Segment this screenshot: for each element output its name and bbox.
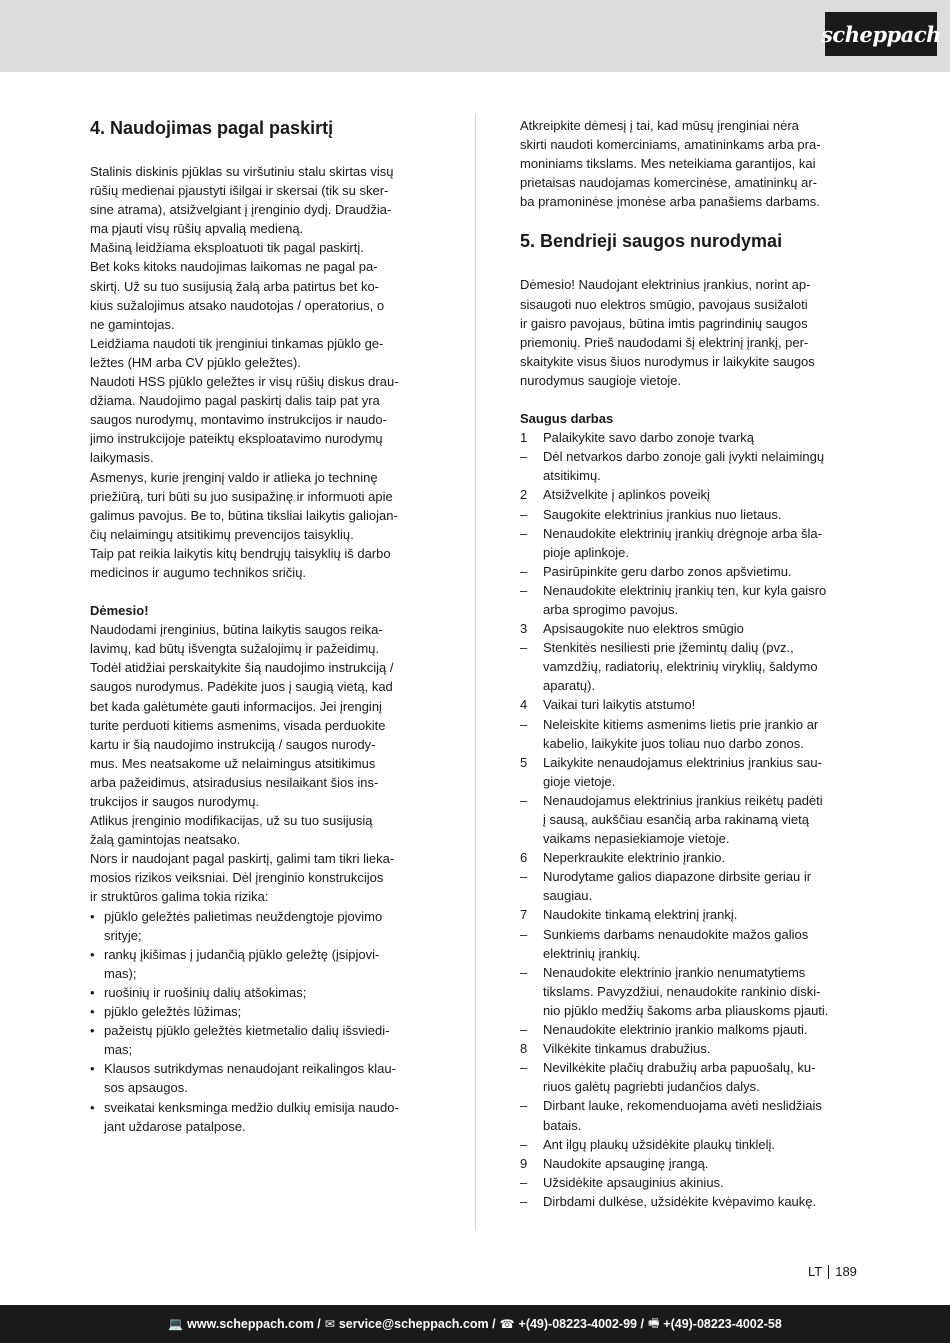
list-item [520, 619, 860, 638]
left-column [90, 116, 430, 1136]
list-item-text: Apsisaugokite nuo elektros smūgio [543, 621, 744, 637]
text-line: ir struktūros galima tokia rizika: [90, 889, 269, 905]
attention-label: Dėmesio! [90, 603, 149, 619]
list-item-text: Pasirūpinkite geru darbo zonos apšvietimu. [543, 563, 792, 579]
list-marker: – [520, 506, 528, 522]
list-item-text: Palaikykite savo darbo zonoje tvarką [543, 430, 755, 446]
right-column [520, 116, 860, 1211]
list-marker: – [520, 1193, 528, 1209]
list-item-text: Nevilkėkite plačių drabužių arba papuošalų, ku- riuos galėtų pagriebti judančios dalys. [543, 1060, 816, 1095]
bullet-icon: • [90, 1004, 95, 1020]
list-item [520, 695, 860, 714]
fax-icon: 🖷 [647, 1315, 660, 1330]
text-line: turite perduoti kitiems asmenims, visada perduokite [90, 717, 386, 733]
list-item-text: pjūklo geležtės lūžimas; [104, 1004, 242, 1020]
list-marker: 8 [520, 1041, 528, 1057]
list-marker: – [520, 926, 528, 942]
list-marker: – [520, 525, 528, 541]
list-item [520, 791, 860, 848]
text-line: Nors ir naudojant pagal paskirtį, galimi tam tikri lieka- [90, 851, 395, 867]
section-heading-5: 5. Bendrieji saugos nurodymai [520, 231, 783, 252]
text-line: trukcijos ir saugos nurodymų. [90, 794, 260, 809]
list-marker: – [520, 792, 528, 808]
bullet-icon: • [90, 1061, 95, 1077]
list-marker: – [520, 869, 528, 885]
list-marker: – [520, 716, 528, 732]
list-item [90, 983, 430, 1002]
list-item-text: Nenaudokite elektrinio įrankio nenumatytiems tikslams. Pavyzdžiui, nenaudokite rankinio diski- nio pjūklo medžių šakoms arba pliauskoms pjauti. [543, 964, 829, 1018]
text-line: sisaugoti nuo elektros smūgio, pavojaus susižaloti [520, 296, 808, 312]
list-marker: 4 [520, 697, 528, 713]
list-marker: – [520, 1060, 528, 1076]
text-line: mus. Mes neatsakome už nelaimingus atsitikimus [90, 755, 376, 771]
text-line: žalą gamintojas neatsako. [90, 832, 241, 848]
list-item [520, 1135, 860, 1154]
text-line: prietaisas naudojamas komercinėse, amatininkų ar- [520, 175, 817, 191]
column-divider [475, 114, 476, 1230]
footer-website[interactable]: www.scheppach.com / [187, 1317, 321, 1331]
text-line: Bet koks kitoks naudojimas laikomas ne pagal pa- [90, 259, 378, 275]
list-item-text: Neperkraukite elektrinio įrankio. [543, 850, 726, 866]
list-marker: 9 [520, 1155, 528, 1171]
computer-icon: 💻 [168, 1317, 184, 1331]
text-line: priemonių. Prieš naudodami šį elektrinį įrankį, per- [520, 334, 809, 350]
list-marker: 6 [520, 850, 528, 866]
list-item [90, 945, 430, 983]
list-item [520, 581, 860, 619]
list-item [520, 867, 860, 905]
footer-bar [0, 1305, 950, 1343]
list-marker: – [520, 1098, 528, 1114]
page-number [808, 1264, 857, 1279]
text-line: nurodymus saugioje vietoje. [520, 372, 682, 388]
safe-work-label: Saugus darbas [520, 411, 614, 427]
list-marker: 7 [520, 907, 528, 923]
text-line: ma pjauti visų rūšių apvalią medieną. [90, 221, 304, 237]
list-item [520, 753, 860, 791]
list-item-text: Dėl netvarkos darbo zonoje gali įvykti nelaimingų atsitikimų. [543, 449, 825, 484]
list-item-text: Atsižvelkite į aplinkos poveikį [543, 487, 710, 503]
list-item-text: Dirbant lauke, rekomenduojama avėti neslidžiais batais. [543, 1098, 822, 1133]
text-line: Leidžiama naudoti tik įrenginiui tinkamas pjūklo ge- [90, 335, 384, 351]
text-line: Todėl atidžiai perskaitykite šią naudojimo instrukciją / [90, 660, 394, 676]
list-marker: 5 [520, 754, 528, 770]
list-item [520, 447, 860, 485]
text-line: kartu ir šią naudojimo instrukciją / saugos nurody- [90, 736, 376, 752]
section-heading-4: 4. Naudojimas pagal paskirtį [90, 118, 334, 138]
risk-list [90, 907, 430, 1136]
text-line: Atlikus įrenginio modifikacijas, už su tuo susijusią [90, 813, 373, 829]
list-item-text: Vilkėkite tinkamus drabužius. [543, 1041, 711, 1057]
list-item-text: pažeistų pjūklo geležtės kietmetalio dalių išsviedi- mas; [104, 1023, 390, 1058]
list-marker: – [520, 582, 528, 598]
bullet-icon: • [90, 946, 95, 962]
text-line: arba pažeidimus, atsiradusius nesilaikant šios ins- [90, 774, 379, 790]
list-item-text: Klausos sutrikdymas nenaudojant reikalingos klau- sos apsaugos. [104, 1061, 396, 1096]
list-item [520, 505, 860, 524]
safety-list [520, 428, 860, 1211]
list-item [520, 905, 860, 924]
list-item-text: Nenaudokite elektrinių įrankių ten, kur kyla gaisro arba sprogimo pavojus. [543, 582, 827, 617]
intended-use-paragraph [90, 162, 430, 582]
text-line: čių nelaimingų atsitikimų prevencijos taisyklių. [90, 526, 354, 542]
text-line: lavimų, kad būtų išvengta sužalojimų ir pažeidimų. [90, 641, 380, 657]
list-item [520, 1096, 860, 1134]
list-item [520, 638, 860, 695]
list-item-text: Laikykite nenaudojamus elektrinius įrankius sau- gioje vietoje. [543, 754, 822, 789]
list-marker: – [520, 1136, 528, 1152]
list-item [90, 1098, 430, 1136]
list-item-text: Nurodytame galios diapazone dirbsite geriau ir saugiau. [543, 869, 812, 904]
text-line: skirtį. Už su tuo susijusią žalą arba patirtus bet ko- [90, 278, 380, 294]
list-item [90, 907, 430, 945]
list-item-text: Sunkiems darbams nenaudokite mažos galios elektrinių įrankių. [543, 926, 809, 961]
bullet-icon: • [90, 984, 95, 1000]
list-item [520, 485, 860, 504]
list-item [520, 1192, 860, 1211]
list-marker: – [520, 1174, 528, 1190]
list-item [90, 1059, 430, 1097]
list-item-text: Neleiskite kitiems asmenims lietis prie įrankio ar kabelio, laikykite juos toliau nuo darbo zonos. [543, 716, 819, 751]
text-line: saugos nurodymų, montavimo instrukcijos ir naudo- [90, 412, 387, 428]
list-marker: – [520, 640, 528, 656]
text-line: ne gamintojas. [90, 316, 175, 332]
page-number-value: 189 [835, 1264, 857, 1279]
text-line: medicinos ir augumo technikos sričių. [90, 564, 307, 580]
text-line: bet kada galėtumėte gauti informacijos. Jei įrenginį [90, 698, 382, 714]
list-item [520, 1154, 860, 1173]
text-line: saugos nurodymus. Padėkite juos į saugią vietą, kad [90, 679, 393, 695]
list-marker: – [520, 449, 528, 465]
text-line: jimo instrukcijoje pateiktų eksploatavimo nurodymų [90, 431, 383, 447]
page-separator [828, 1265, 829, 1279]
list-item [520, 1020, 860, 1039]
list-item-text: Nenaudokite elektrinio įrankio malkoms pjauti. [543, 1022, 808, 1038]
mail-icon: ✉ [324, 1317, 335, 1331]
text-line: Taip pat reikia laikytis kitų bendrųjų taisyklių iš darbo [90, 545, 391, 561]
list-item [90, 1021, 430, 1059]
list-item [520, 1058, 860, 1096]
list-item-text: Naudokite tinkamą elektrinį įrankį. [543, 907, 738, 923]
text-line: Naudoti HSS pjūklo geležtes ir visų rūšių diskus drau- [90, 374, 399, 390]
text-line: mosios rizikos veiksniai. Dėl įrenginio konstrukcijos [90, 870, 384, 886]
text-line: skirti naudoti komerciniams, amatininkams arba pra- [520, 137, 821, 153]
list-item-text: Ant ilgų plaukų užsidėkite plaukų tinklelį. [543, 1136, 775, 1152]
text-line: laikymasis. [90, 450, 154, 466]
list-item-text: Užsidėkite apsauginius akinius. [543, 1174, 724, 1190]
list-item [520, 848, 860, 867]
text-line: Dėmesio! Naudojant elektrinius įrankius, norint ap- [520, 277, 811, 293]
list-item-text: sveikatai kenksminga medžio dulkių emisija naudo- jant uždarose patalpose. [104, 1099, 399, 1134]
safety-intro-paragraph [520, 275, 860, 390]
footer-email[interactable]: service@scheppach.com / [338, 1317, 496, 1331]
bullet-icon: • [90, 1099, 95, 1115]
list-marker: – [520, 563, 528, 579]
list-item-text: Nenaudokite elektrinių įrankių drėgnoje arba šla- pioje aplinkoje. [543, 525, 822, 560]
attention-paragraph [90, 620, 430, 906]
list-item-text: Vaikai turi laikytis atstumo! [543, 697, 696, 713]
list-marker: – [520, 1022, 528, 1038]
text-line: Naudodami įrenginius, būtina laikytis saugos reika- [90, 622, 383, 638]
brand-logo: scheppach [825, 12, 937, 56]
list-item [520, 428, 860, 447]
list-item [520, 715, 860, 753]
text-line: Stalinis diskinis pjūklas su viršutiniu stalu skirtas visų [90, 164, 394, 179]
list-marker: 3 [520, 621, 528, 637]
bullet-icon: • [90, 908, 95, 924]
text-line: Asmenys, kurie įrenginį valdo ir atlieka jo techninę [90, 469, 378, 485]
language-code: LT [808, 1264, 823, 1279]
list-item-text: ruošinių ir ruošinių dalių atšokimas; [104, 984, 307, 1000]
list-item [520, 1039, 860, 1058]
text-line: priežiūrą, turi būti su juo susipažinę ir informuoti apie [90, 488, 393, 504]
commercial-use-paragraph [520, 116, 860, 211]
text-line: ir gaisro pavojaus, būtina imtis pagrindinių saugos [520, 315, 808, 331]
text-line: Mašiną leidžiama eksploatuoti tik pagal paskirtį. [90, 240, 364, 256]
list-marker: 2 [520, 487, 528, 503]
list-marker: – [520, 964, 528, 980]
text-line: rūšių medienai pjaustyti išilgai ir skersai (tik su sker- [90, 183, 389, 199]
text-line: galimus pavojus. Be to, būtina tiksliai laikytis galiojan- [90, 507, 398, 523]
footer-fax: +(49)-08223-4002-58 [663, 1317, 782, 1331]
list-item-text: pjūklo geležtės palietimas neuždengtoje pjovimo srityje; [104, 908, 383, 943]
list-marker: 1 [520, 430, 528, 446]
text-line: moniniams tikslams. Mes neteikiama garantijos, kai [520, 156, 816, 172]
phone-icon: ☎ [499, 1317, 515, 1331]
list-item-text: Dirbdami dulkėse, užsidėkite kvėpavimo kaukę. [543, 1193, 817, 1209]
text-line: ležtes (HM arba CV pjūklo geležtes). [90, 354, 301, 370]
list-item-text: Saugokite elektrinius įrankius nuo lietaus. [543, 506, 782, 522]
footer-phone: +(49)-08223-4002-99 / [518, 1317, 644, 1331]
list-item-text: Naudokite apsauginę įrangą. [543, 1155, 709, 1171]
list-item [520, 562, 860, 581]
list-item [520, 524, 860, 562]
list-item [90, 1002, 430, 1021]
text-line: kius sužalojimus atsako naudotojas / operatorius, o [90, 297, 385, 313]
text-line: ba pramoninėse įmonėse arba panašiems darbams. [520, 194, 820, 210]
list-item-text: Stenkitės nesiliesti prie įžemintų dalių (pvz., vamzdžių, radiatorių, elektrinių viryklių, šaldymo aparatų). [543, 640, 818, 694]
list-item-text: Nenaudojamus elektrinius įrankius reikėtų padėti į sausą, aukščiau esančią arba rakinamą vietą vaikams nepasiekiamoje vietoje. [543, 792, 823, 847]
text-line: džiama. Naudojimo pagal paskirtį dalis taip pat yra [90, 393, 380, 409]
bullet-icon: • [90, 1023, 95, 1039]
text-line: sine atrama), atsižvelgiant į įrenginio dydį. Draudžia- [90, 202, 392, 218]
list-item [520, 925, 860, 963]
list-item-text: rankų įkišimas į judančią pjūklo geležtę (įsipjovi- mas); [104, 946, 380, 981]
list-item [520, 1173, 860, 1192]
list-item [520, 963, 860, 1020]
text-line: Atkreipkite dėmesį į tai, kad mūsų įrenginiai nėra [520, 118, 799, 133]
header-band [0, 0, 950, 72]
text-line: skaitykite visus šiuos nurodymus ir laikykite saugos [520, 353, 815, 369]
